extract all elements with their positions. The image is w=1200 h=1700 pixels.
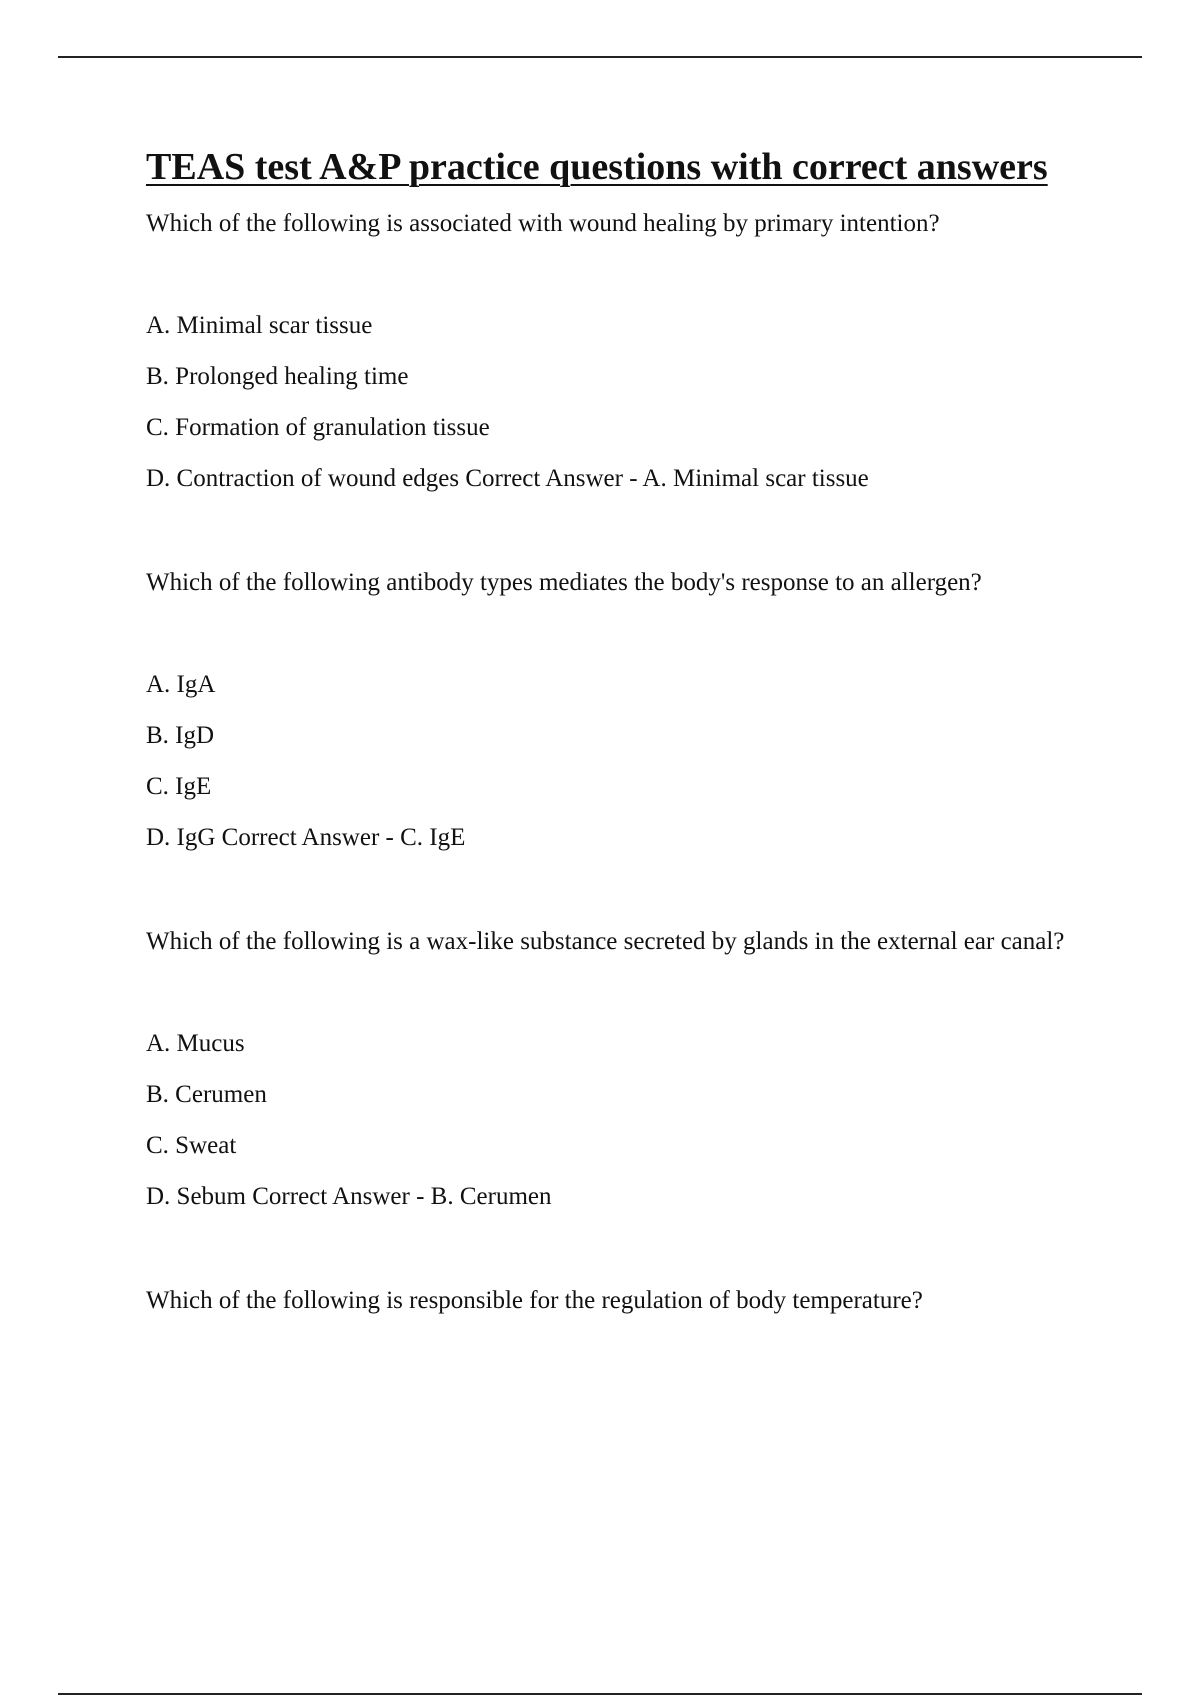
answer-option: D. Sebum Correct Answer - B. Cerumen — [146, 1183, 552, 1210]
answer-option: C. Sweat — [146, 1132, 237, 1159]
answer-option: B. Prolonged healing time — [146, 363, 409, 390]
question-text: Which of the following is a wax-like substance secreted by glands in the external ear canal? — [146, 928, 1065, 955]
question-block — [146, 1284, 1106, 1318]
answer-option: C. IgE — [146, 773, 212, 800]
question-block — [146, 566, 1106, 855]
answer-option: B. Cerumen — [146, 1081, 267, 1108]
document-title: TEAS test A&P practice questions with correct answers — [146, 146, 1048, 188]
footer-rule — [58, 1693, 1142, 1695]
answer-option: D. Contraction of wound edges Correct Answer - A. Minimal scar tissue — [146, 465, 869, 492]
answer-option: A. Minimal scar tissue — [146, 312, 373, 339]
page-content — [146, 142, 1106, 1318]
question-block — [146, 925, 1106, 1214]
question-text: Which of the following antibody types mediates the body's response to an allergen? — [146, 569, 982, 596]
answer-option: D. IgG Correct Answer - C. IgE — [146, 824, 466, 851]
answer-option: A. Mucus — [146, 1030, 245, 1057]
answer-option: B. IgD — [146, 722, 215, 749]
answer-options — [146, 309, 1106, 496]
answer-options — [146, 1027, 1106, 1214]
answer-option: A. IgA — [146, 671, 216, 698]
question-text: Which of the following is associated with wound healing by primary intention? — [146, 210, 940, 237]
answer-option: C. Formation of granulation tissue — [146, 414, 490, 441]
answer-options — [146, 668, 1106, 855]
question-block — [146, 207, 1106, 496]
question-text: Which of the following is responsible for the regulation of body temperature? — [146, 1287, 923, 1314]
header-rule — [58, 56, 1142, 58]
